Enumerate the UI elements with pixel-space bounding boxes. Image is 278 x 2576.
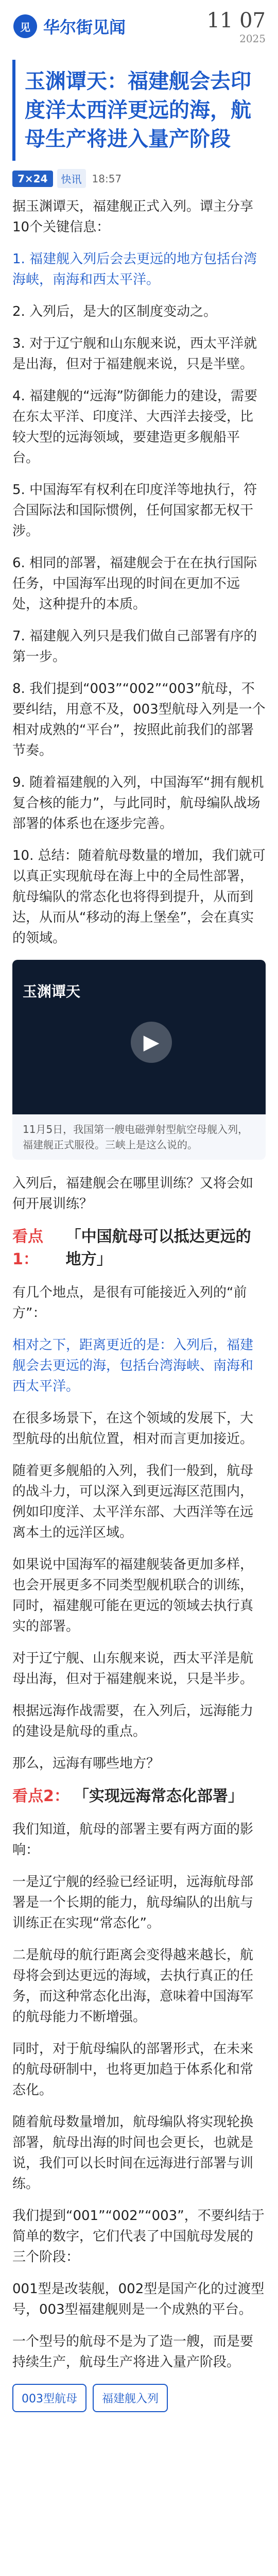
para-1: 1. 福建舰入列后会去更远的地方包括台湾海峡，南海和西太平洋。 [12, 251, 257, 287]
s2-para-4: 随着航母数量增加，航母编队将实现轮换部署，航母出海的时间也会更长，也就是说，我们可以长时间在远海进行部署与训练。 [12, 2114, 254, 2192]
publish-time: 18:57 [92, 172, 122, 185]
app-header [0, 0, 278, 54]
article-title: 玉渊谭天：福建舰会去印度洋太西洋更远的海，航母生产将进入量产阶段 [12, 60, 266, 161]
brand-logo[interactable] [13, 14, 126, 38]
s2-para-7: 一个型号的航母不是为了造一艘，而是要持续生产，航母生产将进入量产阶段。 [12, 2334, 254, 2370]
s1-para-5: 对于辽宁舰、山东舰来说，西太平洋是航母出海，但对于福建舰来说，只是半步。 [12, 1651, 254, 1687]
video-banner: 玉渊谭天 [23, 983, 81, 1000]
tag-button-fujian[interactable]: 福建舰入列 [93, 2384, 168, 2412]
s1-para-7: 那么，远海有哪些地方？ [12, 1756, 160, 1771]
para-4: 4. 福建舰的“远海”防御能力的建设，需要在东太平洋、印度洋、大西洋去接受，比较大型的远海领域，要建造更多舰船平台。 [12, 388, 258, 466]
s1-para-2: 在很多场景下，在这个领域的发展下，大型航母的出航位置，相对而言更加接近。 [12, 1411, 254, 1447]
s1-para-0: 有几个地点，是很有可能接近入列的“前方”： [12, 1285, 247, 1321]
s1-para-4: 如果说中国海军的福建舰装备更加多样，也会开展更多不同类型舰机联合的训练，同时，福建舰可能在更远的领域去执行真实的部署。 [12, 1557, 254, 1634]
para-8: 8. 我们提到“003”“002”“003”航母，不要纠结，用意不及，003型航母入列是一个相对成熟的“平台”，按照此前我们的部署节奏。 [12, 681, 266, 758]
s2-para-1: 一是辽宁舰的经验已经证明，远海航母部署是一个长期的能力，航母编队的出航与训练正在实现“常态化”。 [12, 1874, 254, 1931]
para-intro: 据玉渊谭天，福建舰正式入列。谭主分享10个关键信息： [12, 199, 254, 235]
s2-para-3: 同时，对于航母编队的部署形式，在未来的航母研制中，也将更加趋于体系化和常态化。 [12, 2041, 254, 2098]
para-3: 3. 对于辽宁舰和山东舰来说，西太平洋就是出海，但对于福建舰来说，只是半壁。 [12, 336, 257, 372]
section-1-title [12, 1226, 266, 1271]
para-intro2: 入列后，福建舰会在哪里训练？又将会如何开展训练？ [12, 1176, 254, 1212]
tag-724[interactable]: 7×24 [12, 171, 53, 187]
date-day-month: 11 07 [206, 9, 266, 32]
brand-name: 华尔街见闻 [43, 18, 126, 37]
s2-para-5: 我们提到“001”“002”“003”，不要纠结于简单的数字，它们代表了中国航母发展的三个阶段： [12, 2208, 265, 2265]
s2-para-2: 二是航母的航行距离会变得越来越长，航母将会到达更远的海域，去执行真正的任务，而这种常态化出海，意味着中国海军的航母能力不断增强。 [12, 1947, 254, 2025]
section-2-text: 「实现远海常态化部署」 [73, 1787, 244, 1805]
para-5: 5. 中国海军有权利在印度洋等地执行，符合国际法和国际惯例，任何国家都无权干涉。 [12, 482, 257, 539]
s1-para-3: 随着更多舰船的入列，我们一般到，航母的战斗力，可以深入到更远海区范围内，例如印度洋、太平洋东部、大西洋等在远离本土的远洋区域。 [12, 1463, 254, 1540]
section-1-text: 「中国航母可以抵达更远的地方」 [65, 1228, 251, 1268]
para-6: 6. 相同的部署，福建舰会于在在执行国际任务，中国海军出现的时间在更加不远处，这种提升的本质。 [12, 555, 257, 612]
tag-breaking[interactable]: 快讯 [57, 169, 86, 188]
section-2-num: 看点2： [12, 1787, 70, 1805]
article-meta [12, 169, 266, 188]
article [0, 60, 278, 2426]
section-1-num: 看点1： [12, 1228, 43, 1268]
section-2-title [12, 1785, 266, 1808]
s1-para-1: 相对之下，距离更近的是：入列后，福建舰会去更远的海，包括台湾海峡、南海和西太平洋。 [12, 1337, 254, 1394]
tag-buttons [12, 2384, 266, 2412]
s1-para-6: 根据远海作战需要，在入列后，远海能力的建设是航母的重点。 [12, 1703, 254, 1739]
brand-icon: 见 [13, 14, 37, 38]
video-player[interactable] [12, 960, 266, 1114]
s2-para-6: 001型是改装舰，002型是国产化的过渡型号，003型福建舰则是一个成熟的平台。 [12, 2281, 265, 2317]
video-caption: 11月5日，我国第一艘电磁弹射型航空母舰入列，福建舰正式服役。三峡上是这么说的。 [23, 1123, 249, 1151]
para-10: 10. 总结：随着航母数量的增加，我们就可以真正实现航母在海上中的全局性部署，航母编队的常态化也将得到提升，从而到达，从而从“移动的海上堡垒”，会在真实的领域。 [12, 848, 266, 946]
play-icon[interactable]: ▶ [131, 1022, 172, 1063]
tag-button-003[interactable]: 003型航母 [12, 2384, 86, 2412]
s2-para-0: 我们知道，航母的部署主要有两方面的影响： [12, 1822, 254, 1858]
para-7: 7. 福建舰入列只是我们做自己部署有序的第一步。 [12, 629, 257, 665]
video-card[interactable] [12, 960, 266, 1160]
para-2: 2. 入列后，是大的区制度变动之。 [12, 304, 217, 319]
date-display [206, 8, 266, 44]
date-year: 2025 [239, 32, 266, 45]
para-9: 9. 随着福建舰的入列，中国海军“拥有舰机复合核的能力”，与此同时，航母编队战场部署的体系也在逐步完善。 [12, 775, 264, 832]
